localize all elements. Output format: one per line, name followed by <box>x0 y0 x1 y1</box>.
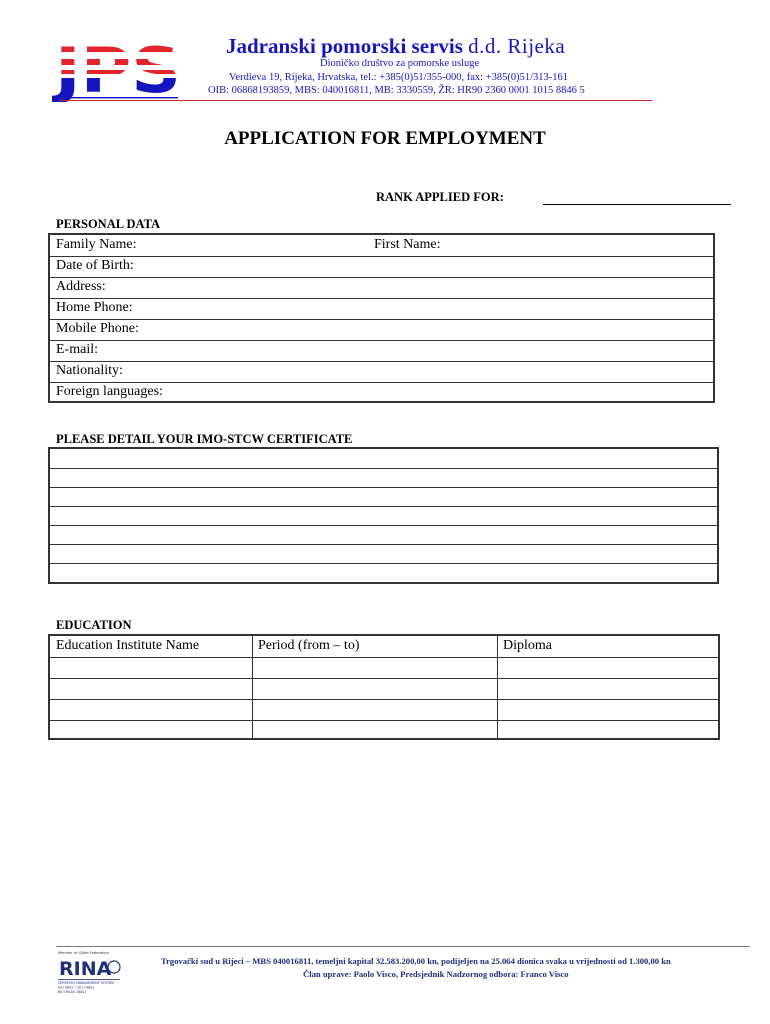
home-phone-label: Home Phone: <box>56 300 133 315</box>
home-phone-row[interactable] <box>50 298 713 320</box>
address-label: Address: <box>56 279 106 294</box>
personal-data-table <box>48 233 715 403</box>
rank-input-line[interactable] <box>543 204 731 205</box>
rank-label: RANK APPLIED FOR: <box>376 190 504 204</box>
column-divider <box>497 636 498 738</box>
education-row[interactable] <box>50 678 718 700</box>
footer-divider <box>56 946 750 947</box>
header-divider <box>58 100 652 101</box>
mobile-phone-row[interactable] <box>50 319 713 341</box>
first-name-label: First Name: <box>374 237 441 252</box>
family-name-row[interactable] <box>50 235 713 257</box>
company-suffix: d.d. Rijeka <box>468 34 566 58</box>
column-divider <box>252 636 253 738</box>
nationality-row[interactable] <box>50 361 713 383</box>
footer-court-registration: Trgovački sud u Rijeci – MBS 040016811, temeljni kapital 32.583.200,00 kn, podijeljen na 25.064 dionica svaka u vrijednosti od 1.300,00 kn <box>161 956 671 966</box>
dob-label: Date of Birth: <box>56 258 134 273</box>
svg-text:ISO 9001 • ISO 14001: ISO 9001 • ISO 14001 <box>58 985 95 990</box>
col-period-header: Period (from – to) <box>258 638 360 653</box>
certificate-table <box>48 447 719 584</box>
languages-row[interactable] <box>50 382 713 403</box>
svg-text:RINA: RINA <box>59 958 112 980</box>
nationality-label: Nationality: <box>56 363 123 378</box>
education-table <box>48 634 720 740</box>
document-title: APPLICATION FOR EMPLOYMENT <box>224 128 546 149</box>
education-row[interactable] <box>50 699 718 721</box>
company-name: Jadranski pomorski servis d.d. Rijeka <box>226 34 566 58</box>
email-label: E-mail: <box>56 342 98 357</box>
personal-data-title: PERSONAL DATA <box>56 217 161 231</box>
col-diploma-header: Diploma <box>503 638 552 653</box>
jps-logo <box>52 36 184 102</box>
certificate-row[interactable] <box>50 506 717 526</box>
certificate-row[interactable] <box>50 563 717 582</box>
company-description: Dioničko društvo za pomorske usluge <box>320 58 480 69</box>
family-name-label: Family Name: <box>56 237 137 252</box>
certificate-title: PLEASE DETAIL YOUR IMO-STCW CERTIFICATE <box>56 432 353 446</box>
company-registration: OIB: 06868193859, MBS: 040016811, MB: 3330559, ŽR: HR90 2360 0001 1015 8846 5 <box>208 85 585 96</box>
mobile-phone-label: Mobile Phone: <box>56 321 139 336</box>
dob-row[interactable] <box>50 256 713 278</box>
education-row[interactable] <box>50 720 718 741</box>
certificate-row[interactable] <box>50 487 717 507</box>
address-row[interactable] <box>50 277 713 299</box>
education-header-row <box>50 636 718 658</box>
certificate-row[interactable] <box>50 449 717 469</box>
footer-board-members: Član uprave: Paolo Visco, Predsjednik Nadzornog odbora: Franco Visco <box>303 969 569 979</box>
svg-text:CERTIFIED MANAGEMENT SYSTEM: CERTIFIED MANAGEMENT SYSTEM <box>58 981 114 985</box>
svg-text:BS OHSAS 18001: BS OHSAS 18001 <box>58 990 87 994</box>
certificate-row[interactable] <box>50 544 717 564</box>
education-title: EDUCATION <box>56 618 132 632</box>
rina-certification-logo <box>56 948 124 996</box>
certificate-row[interactable] <box>50 468 717 488</box>
svg-text:Member of IQNet Federation: Member of IQNet Federation <box>58 951 110 955</box>
col-institute-header: Education Institute Name <box>56 638 200 653</box>
certificate-row[interactable] <box>50 525 717 545</box>
languages-label: Foreign languages: <box>56 384 163 399</box>
company-contact: Verdieva 19, Rijeka, Hrvatska, tel.: +385(0)51/355-000, fax: +385(0)51/313-161 <box>229 72 569 83</box>
email-row[interactable] <box>50 340 713 362</box>
education-row[interactable] <box>50 657 718 679</box>
